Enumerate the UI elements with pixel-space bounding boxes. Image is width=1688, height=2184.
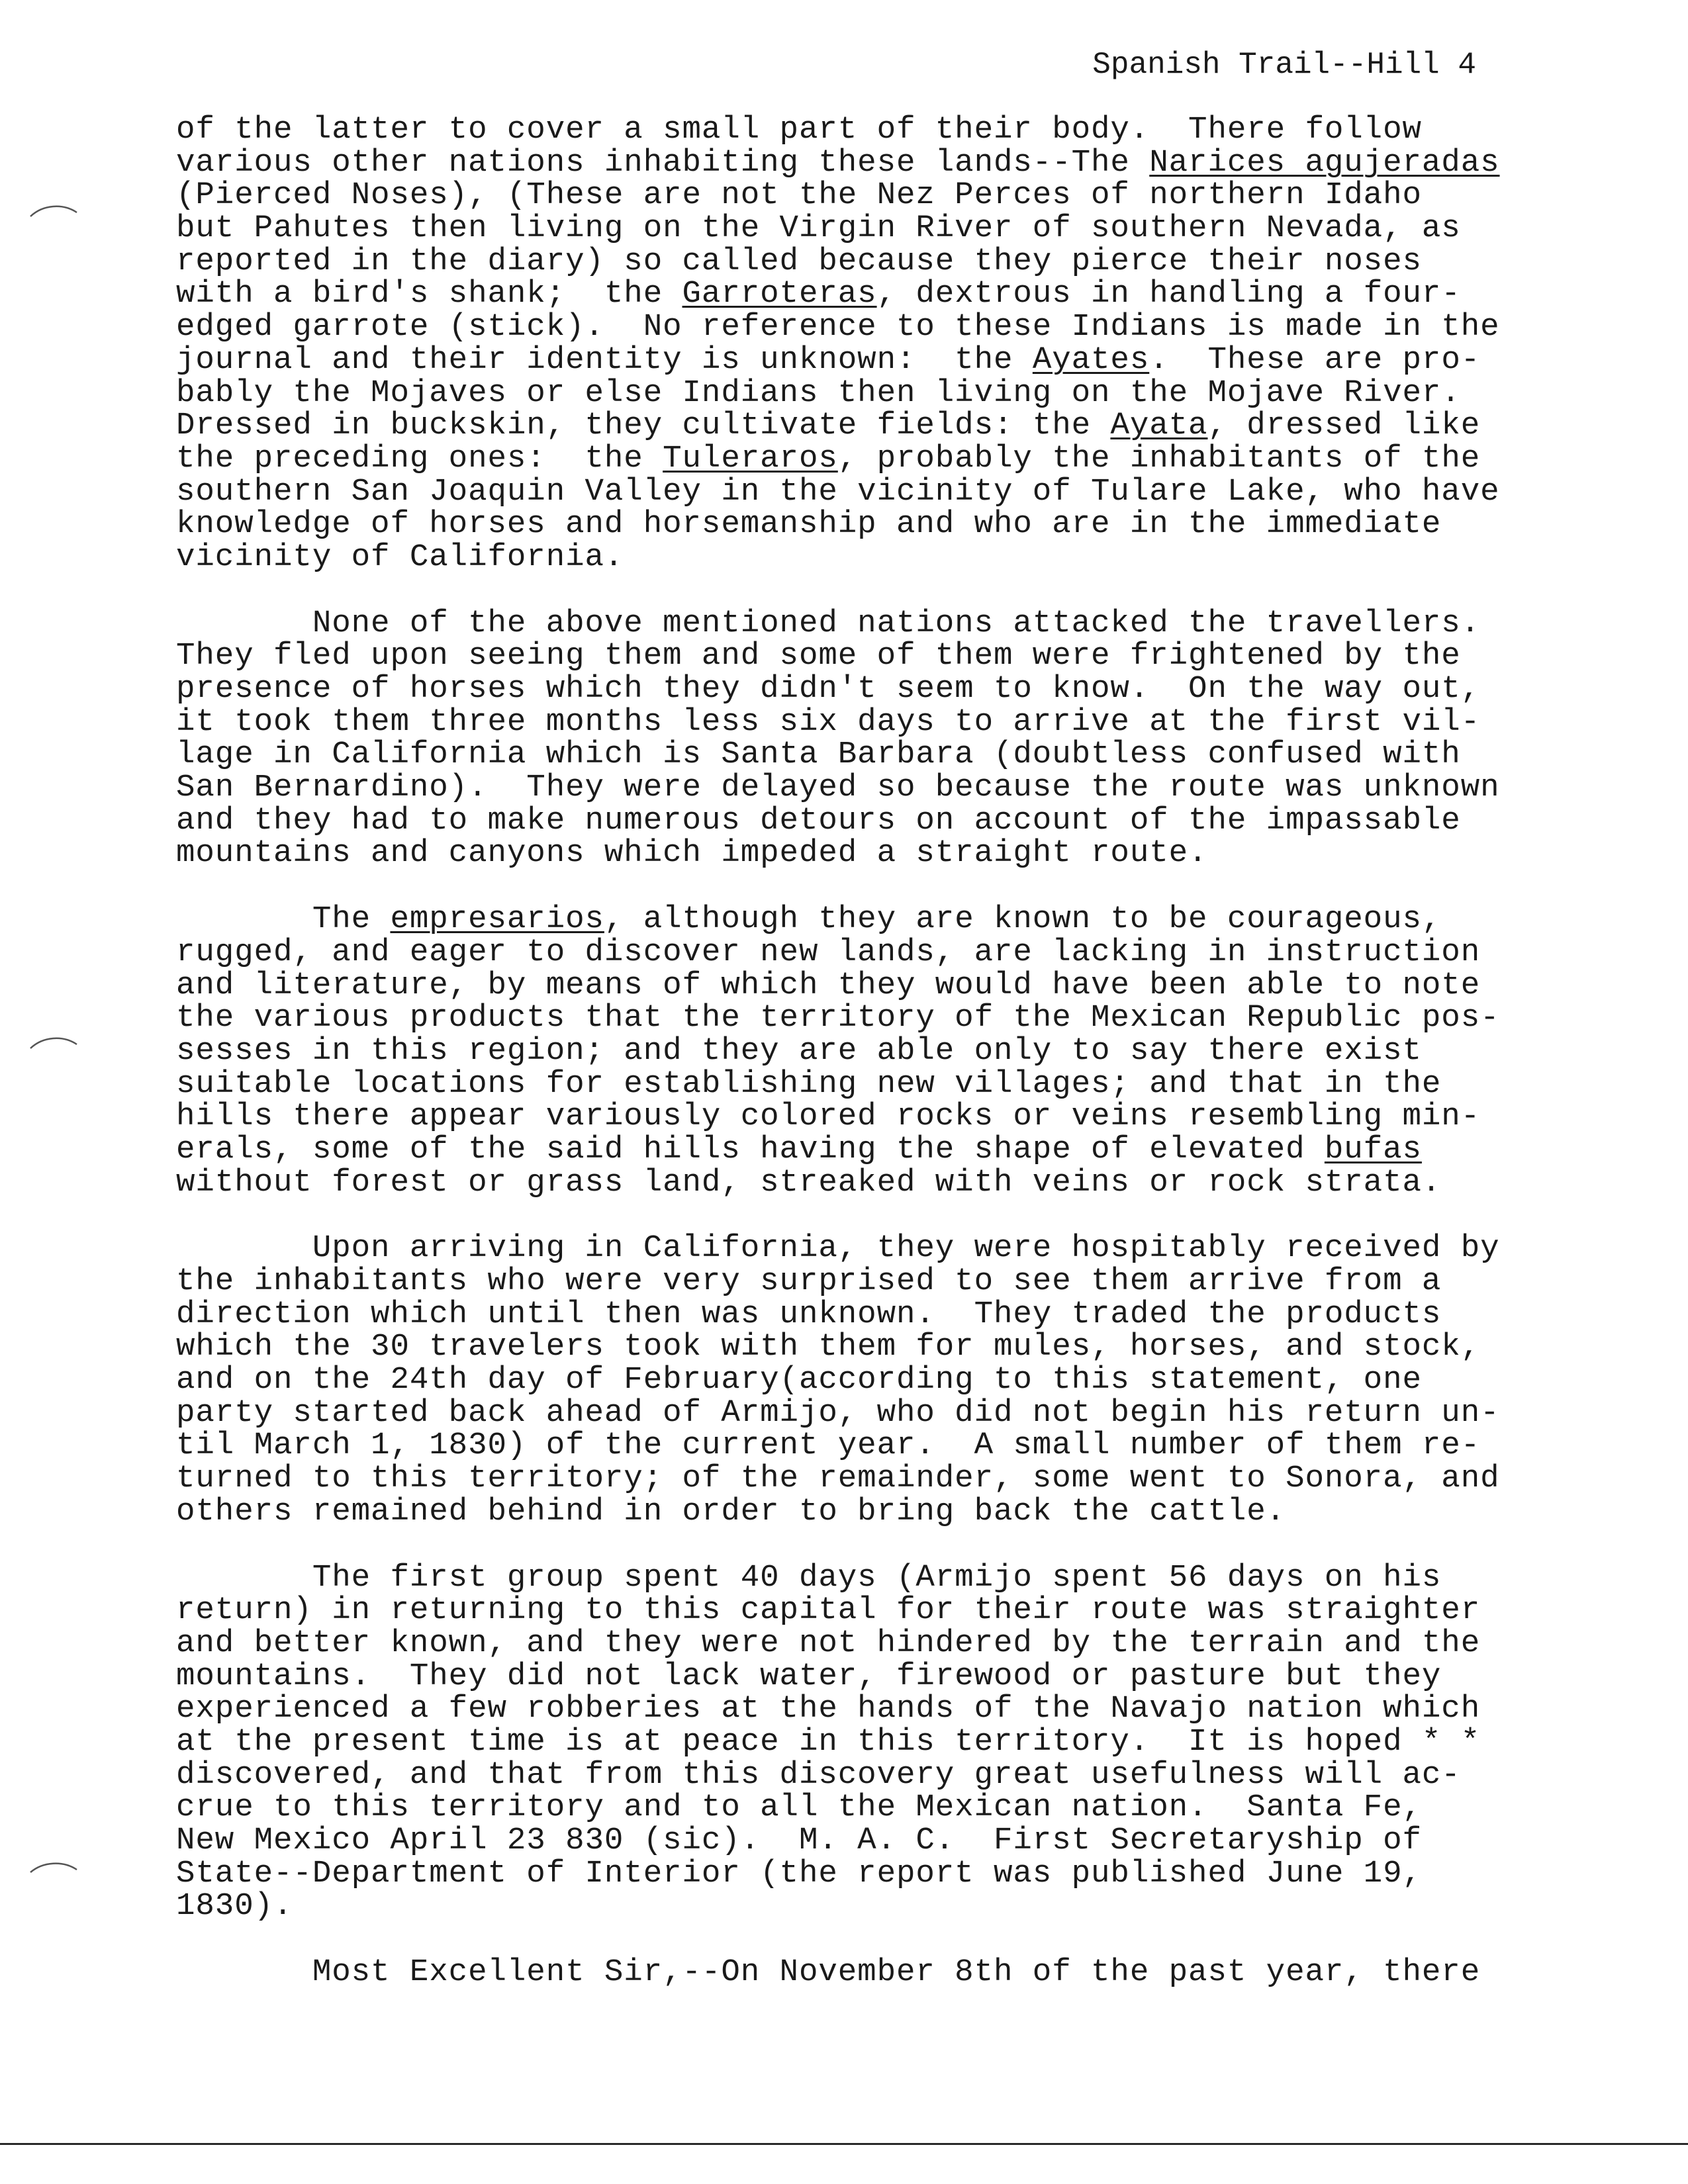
text-segment: sesses in this region; and they are able only to say there exist (176, 1032, 1422, 1069)
text-line (176, 1594, 1540, 1627)
text-segment: turned to this territory; of the remainder, some went to Sonora, and (176, 1461, 1500, 1497)
text-segment: vicinity of California. (176, 539, 624, 575)
text-line (176, 1693, 1540, 1726)
underlined-term: bufas (1324, 1131, 1422, 1167)
text-segment: at the present time is at peace in this territory. It is hoped * * (176, 1723, 1481, 1760)
bottom-rule (0, 2143, 1688, 2145)
text-line (176, 1164, 1540, 1201)
text-line (176, 802, 1540, 839)
text-line (176, 903, 1540, 936)
text-segment: , probably the inhabitants of the (837, 440, 1481, 477)
text-line (176, 1032, 1540, 1069)
text-line (176, 1825, 1540, 1858)
text-segment: without forest or grass land, streaked with veins or rock strata. (176, 1164, 1442, 1201)
text-segment: and literature, by means of which they would have been able to note (176, 967, 1481, 1003)
text-line (176, 278, 1540, 311)
body-text (176, 114, 1540, 2023)
text-line (176, 508, 1540, 541)
text-segment: mountains. They did not lack water, firewood or pasture but they (176, 1658, 1442, 1694)
page-header: Spanish Trail--Hill 4 (1092, 48, 1476, 82)
paragraph (176, 903, 1540, 1199)
paragraph (176, 1559, 1540, 1925)
text-line (176, 640, 1540, 673)
text-line (176, 936, 1540, 970)
text-segment: discovered, and that from this discovery great usefulness will ac- (176, 1756, 1461, 1793)
text-segment: rugged, and eager to discover new lands, are lacking in instruction (176, 934, 1481, 970)
text-segment: lage in California which is Santa Barbara (doubtless confused with (176, 737, 1461, 773)
paragraph (176, 1232, 1540, 1528)
text-line (176, 1101, 1540, 1134)
text-line (176, 673, 1540, 706)
text-line (176, 473, 1540, 510)
text-line (176, 410, 1540, 443)
underlined-term: Ayata (1110, 408, 1208, 444)
text-line (176, 1131, 1540, 1167)
text-line (176, 179, 1540, 212)
text-segment: crue to this territory and to all the Mexican nation. Santa Fe, (176, 1790, 1422, 1826)
text-segment: and they had to make numerous detours on account of the impassable (176, 802, 1461, 839)
text-line (176, 1559, 1540, 1596)
text-line (176, 541, 1540, 574)
text-segment: edged garrote (stick). No reference to these Indians is made in the (176, 309, 1500, 345)
text-segment: of the latter to cover a small part of their body. There follow (176, 112, 1422, 148)
text-segment: , although they are known to be courageous, (604, 901, 1442, 938)
text-segment: presence of horses which they didn't seem to know. On the way out, (176, 671, 1481, 707)
text-segment: Dressed in buckskin, they cultivate fields: the (176, 408, 1111, 444)
text-segment: . These are pro- (1149, 341, 1481, 378)
text-line (176, 1493, 1540, 1529)
underlined-term: Narices agujeradas (1149, 144, 1500, 181)
text-line (176, 1331, 1540, 1364)
text-line (176, 739, 1540, 772)
text-segment: journal and their identity is unknown: the (176, 341, 1033, 378)
paragraph (176, 1956, 1540, 1989)
text-segment: with a bird's shank; the (176, 276, 682, 312)
text-line (176, 212, 1540, 246)
underlined-term: empresarios (390, 901, 604, 938)
text-line (176, 1265, 1540, 1298)
text-segment: bably the Mojaves or else Indians then living on the Mojave River. (176, 375, 1461, 411)
text-line (176, 605, 1540, 641)
text-segment: New Mexico April 23 830 (sic). M. A. C. First Secretaryship of (176, 1823, 1422, 1858)
text-segment: They fled upon seeing them and some of them were frightened by the (176, 638, 1461, 674)
text-segment: the inhabitants who were very surprised to see them arrive from a (176, 1263, 1442, 1299)
text-segment: and on the 24th day of February(according to this statement, one (176, 1362, 1422, 1398)
text-line (176, 1792, 1540, 1825)
paragraph (176, 605, 1540, 872)
text-line (176, 1756, 1540, 1793)
underlined-term: Garroteras (682, 276, 877, 312)
text-segment: suitable locations for establishing new villages; and that in the (176, 1066, 1442, 1102)
text-line (176, 144, 1540, 181)
text-line (176, 1298, 1540, 1332)
text-segment: , dressed like (1207, 408, 1481, 444)
text-segment: til March 1, 1830) of the current year. A small number of them re- (176, 1428, 1481, 1464)
text-segment: direction which until then was unknown. They traded the products (176, 1296, 1442, 1332)
underlined-term: Tuleraros (663, 440, 838, 477)
margin-mark (26, 1856, 79, 1876)
text-segment: Upon arriving in California, they were hospitably received by (176, 1230, 1500, 1267)
text-segment: The (176, 901, 391, 938)
text-segment: experienced a few robberies at the hands of the Navajo nation which (176, 1691, 1481, 1727)
text-segment: various other nations inhabiting these lands--The (176, 144, 1150, 181)
text-line (176, 1232, 1540, 1265)
text-line (176, 1723, 1540, 1760)
text-segment: hills there appear variously colored rocks or veins resembling min- (176, 1099, 1481, 1135)
text-segment: None of the above mentioned nations attacked the travellers. (176, 605, 1481, 641)
text-line (176, 1068, 1540, 1101)
text-segment: the preceding ones: the (176, 440, 663, 477)
text-segment: erals, some of the said hills having the shape of elevated (176, 1131, 1325, 1167)
text-segment: San Bernardino). They were delayed so because the route was unknown (176, 770, 1500, 806)
text-line (176, 243, 1540, 279)
text-line (176, 1658, 1540, 1694)
text-segment: The first group spent 40 days (Armijo spent 56 days on his (176, 1559, 1442, 1596)
text-line (176, 114, 1540, 147)
text-line (176, 772, 1540, 805)
text-line (176, 1627, 1540, 1661)
margin-mark (26, 202, 79, 222)
text-line (176, 1394, 1540, 1431)
text-segment: the various products that the territory of the Mexican Republic pos- (176, 1000, 1500, 1036)
text-segment: southern San Joaquin Valley in the vicinity of Tulare Lake, who have (176, 473, 1500, 510)
text-segment: reported in the diary) so called because they pierce their noses (176, 243, 1422, 279)
text-line (176, 1463, 1540, 1496)
text-line (176, 440, 1540, 477)
text-line (176, 1855, 1540, 1891)
text-line (176, 706, 1540, 739)
underlined-term: Ayates (1032, 341, 1150, 378)
text-line (176, 837, 1540, 870)
text-line (176, 1890, 1540, 1923)
text-line (176, 311, 1540, 344)
margin-mark (26, 1032, 79, 1052)
text-line (176, 1364, 1540, 1397)
text-line (176, 1002, 1540, 1035)
text-line (176, 1956, 1540, 1989)
paragraph (176, 114, 1540, 574)
text-line (176, 967, 1540, 1003)
text-segment: (Pierced Noses), (These are not the Nez Perces of northern Idaho (176, 177, 1422, 214)
text-line (176, 377, 1540, 410)
text-line (176, 1430, 1540, 1463)
text-segment: it took them three months less six days to arrive at the first vil- (176, 704, 1481, 740)
text-segment: 1830). (176, 1888, 293, 1925)
text-segment: party started back ahead of Armijo, who did not begin his return un- (176, 1394, 1500, 1431)
text-segment: but Pahutes then living on the Virgin River of southern Nevada, as (176, 210, 1461, 247)
text-segment: , dextrous in handling a four- (876, 276, 1461, 312)
text-segment: State--Department of Interior (the report was published June 19, (176, 1855, 1422, 1891)
text-segment: mountains and canyons which impeded a straight route. (176, 835, 1208, 872)
text-line (176, 341, 1540, 378)
text-segment: Most Excellent Sir,--On November 8th of the past year, there (176, 1954, 1481, 1991)
text-segment: others remained behind in order to bring back the cattle. (176, 1493, 1286, 1529)
text-segment: knowledge of horses and horsemanship and who are in the immediate (176, 506, 1442, 543)
text-segment: and better known, and they were not hindered by the terrain and the (176, 1625, 1481, 1661)
text-segment: which the 30 travelers took with them for mules, horses, and stock, (176, 1329, 1481, 1365)
text-segment: return) in returning to this capital for their route was straighter (176, 1592, 1481, 1629)
